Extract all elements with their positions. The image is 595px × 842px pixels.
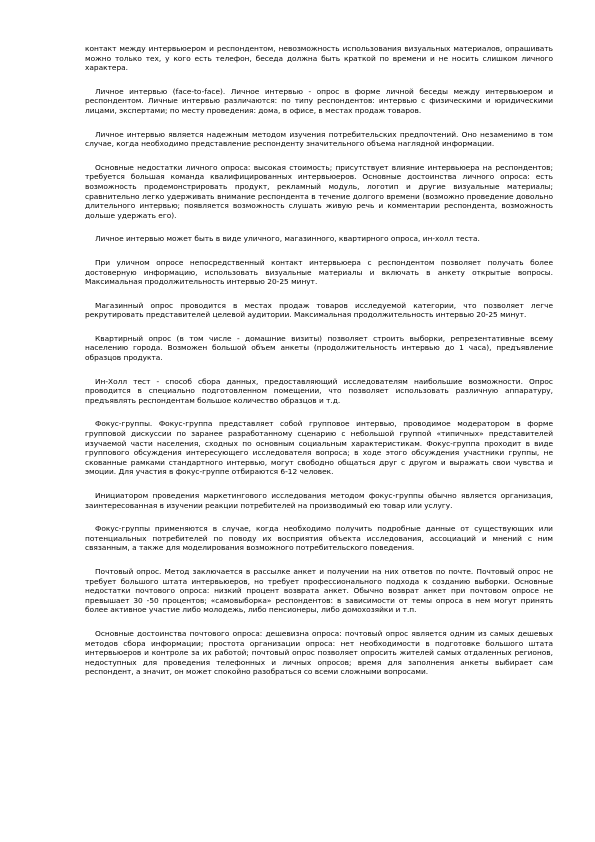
paragraph-hall-test: Ин-Холл тест - способ сбора данных, предоставляющий исследователям наибольшие возможности. Опрос проводится в специально подготовленном помещении, что позволяет использовать различную аппаратуру, предъявлять респондентам большое количество образцов и т.д.: [85, 376, 553, 405]
paragraph-store-survey: Магазинный опрос проводится в местах продаж товаров исследуемой категории, что позволяет легче рекрутировать представителей целевой аудитории. Максимальная продолжительность интервью 20-25 минут.: [85, 300, 553, 320]
paragraph-pros-cons: Основные недостатки личного опроса: высокая стоимость; присутствует влияние интервьюера на респондентов; требуется большая команда квалифицированных интервьюеров. Основные достоинства личного опроса: есть возможность продемонстрировать продукт, рекламный модуль, логотип и другие визуальные материалы; сравнительно легко удерживать внимание респондента в течение долгого времени (возможно проведение довольно длительного интервью; появляется возможность слушать живую речь и комментарии респондента, возможность дольше удержать его).: [85, 162, 553, 220]
paragraph-street-survey: При уличном опросе непосредственный контакт интервьюера с респондентом позволяет получать более достоверную информацию, использовать визуальные материалы и включать в анкету открытые вопросы. Максимальная продолжительность интервью 20-25 минут.: [85, 257, 553, 287]
paragraph-apartment-survey: Квартирный опрос (в том числе - домашние визиты) позволяет строить выборки, репрезентативные всему населению города. Возможен большой объем анкеты (продолжительность интервью до 1 часа), предъявление образцов продукта.: [85, 333, 553, 363]
document-body: [85, 44, 553, 691]
paragraph-focus-group-initiator: Инициатором проведения маркетингового исследования методом фокус-группы обычно является организация, заинтересованная в изучении реакции потребителей на производимый ею товар или услугу.: [85, 491, 553, 510]
paragraph-phone-survey-end: контакт между интервьюером и респондентом, невозможность использования визуальных материалов, опрашивать можно только тех, у кого есть телефон, беседа должна быть краткой по времени и не носить слишком личного характера.: [85, 44, 553, 73]
paragraph-focus-group-usage: Фокус-группы применяются в случае, когда необходимо получить подробные данные от существующих или потенциальных потребителей по поводу их восприятия объекта исследования, ассоциаций и мнений с ним связанным, а также для моделирования возможного потребительского поведения.: [85, 524, 553, 553]
paragraph-postal-advantages: Основные достоинства почтового опроса: дешевизна опроса: почтовый опрос является одним из самых дешевых методов сбора информации; простота организации опроса: нет необходимости в подготовке большого штата интервьюеров и контроле за их работой; почтовый опрос позволяет опросить жителей самых отдаленных регионов, недоступных для проведения телефонных и личных опросов; время для заполнения анкеты выбирает сам респондент, а значит, он может спокойно разобраться со всеми сложными вопросами.: [85, 628, 553, 677]
paragraph-personal-interview: Личное интервью (face-to-face). Личное интервью - опрос в форме личной беседы между интервьюером и респондентом. Личные интервью различаются: по типу респондентов: интервью с физическими и юридическими лицами, экспертами; по месту проведения: дома, в офисе, в местах продаж товаров.: [85, 86, 553, 115]
paragraph-postal-survey: Почтовый опрос. Метод заключается в рассылке анкет и получении на них ответов по почте. Почтовый опрос не требует большого штата интервьюеров, но требует профессионального подхода к созданию выборки. Основные недостатки почтового опроса: низкий процент возврата анкет. Обычно возврат анкет при почтовом опросе не превышает 30 -50 процентов; «самовыборка» респондентов: в зависимости от темы опроса в нем могут принять более активное участие либо молодежь, либо пенсионеры, либо домохозяйки и т.п.: [85, 566, 553, 615]
paragraph-interview-types: Личное интервью может быть в виде уличного, магазинного, квартирного опроса, ин-холл теста.: [95, 234, 480, 244]
paragraph-interview-reliability: Личное интервью является надежным методом изучения потребительских предпочтений. Оно незаменимо в том случае, когда необходимо представление респонденту значительного объема наглядной информации.: [85, 129, 553, 149]
paragraph-focus-groups: Фокус-группы. Фокус-группа представляет собой групповое интервью, проводимое модератором в форме групповой дискуссии по заранее разработанному сценарию с небольшой группой «типичных» представителей изучаемой части населения, сходных по основным социальным характеристикам. Фокус-группа проходит в виде группового обсуждения интересующего исследователя вопроса; в ходе этого обсуждения участники группы, не скованные рамками стандартного интервью, могут свободно общаться друг с другом и выражать свои чувства и эмоции. Для участия в фокус-группе отбираются 6-12 человек.: [85, 419, 553, 477]
